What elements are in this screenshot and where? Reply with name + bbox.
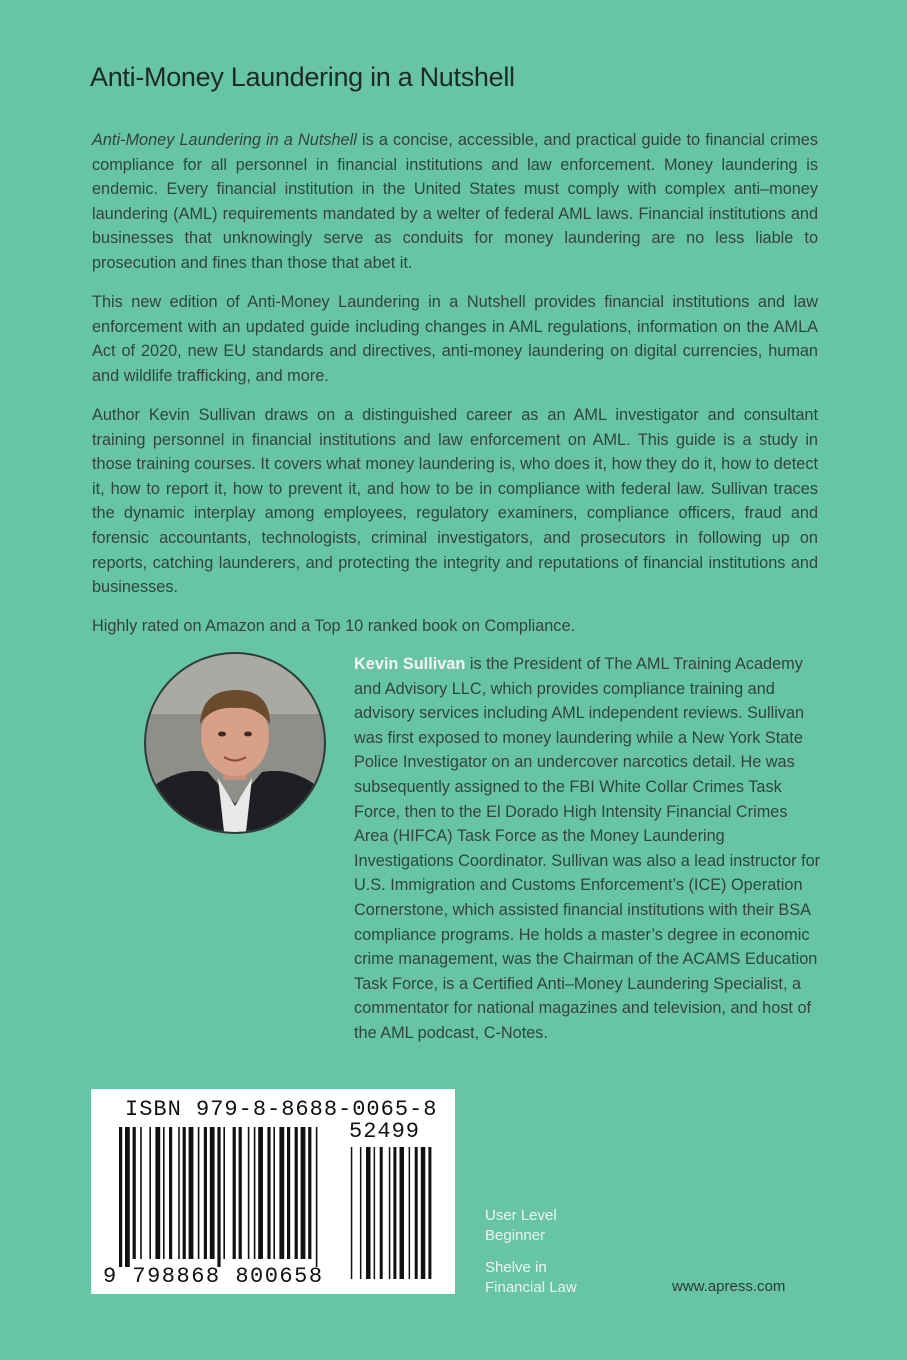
description-paragraph-1 [92, 128, 818, 276]
user-level-label: User Level [485, 1207, 557, 1224]
barcode-addon-bar [409, 1147, 411, 1279]
author-photo [146, 654, 324, 832]
shelve-in-value: Financial Law [485, 1279, 577, 1296]
barcode-bar [273, 1127, 275, 1259]
shelve-in [485, 1258, 577, 1298]
book-title-italic: Anti-Money Laundering in a Nutshell [92, 131, 357, 149]
barcode-bar [295, 1127, 298, 1259]
barcode-addon-bar [393, 1147, 396, 1279]
barcode-bar [210, 1127, 215, 1259]
barcode-bar [301, 1127, 306, 1259]
barcode-bar [258, 1127, 263, 1259]
barcode-bar [140, 1127, 142, 1259]
author-portrait-graphic [146, 654, 324, 832]
barcode-bar [178, 1127, 180, 1259]
barcode-addon-bar [374, 1147, 376, 1279]
barcode-bar [248, 1127, 250, 1259]
description-paragraph-3: Author Kevin Sullivan draws on a distinguished career as an AML investigator and consultant training personnel in financial institutions and law enforcement on AML. This guide is a study in those training courses. It covers what money laundering is, who does it, how they do it, how to detect it, how to report it, how to prevent it, and how to be in compliance with federal law. Sullivan traces the dynamic interplay among employees, regulatory examiners, compliance officers, fraud and forensic accountants, technologists, criminal investigators, and prosecutors in following up on reports, catching launderers, and protecting the integrity and reputations of financial institutions and businesses. [92, 406, 818, 597]
barcode-bar [316, 1127, 318, 1267]
price-code-label: 52499 [349, 1119, 421, 1144]
barcode-bar [163, 1127, 165, 1259]
isbn-label: ISBN 979-8-8688-0065-8 [125, 1097, 438, 1122]
barcode-bar [189, 1127, 194, 1259]
barcode-addon-bar [415, 1147, 418, 1279]
barcode-bar [125, 1127, 130, 1267]
description-paragraph-1-text: is a concise, accessible, and practical guide to financial crimes compliance for all personnel in financial institutions and law enforcement. Money laundering is endemic. Every financial institution in the United States must comply with complex anti–money laundering (AML) requirements mandated by a welter of federal AML laws. Financial institutions and businesses that unknowingly serve as conduits for money laundering are no less liable to prosecution and fines than those that abet it. [92, 131, 818, 272]
barcode-addon-bar [421, 1147, 426, 1279]
book-title: Anti-Money Laundering in a Nutshell [90, 62, 515, 92]
barcode-bar [233, 1127, 236, 1259]
barcode-bar [183, 1127, 186, 1259]
description-paragraph-4: Highly rated on Amazon and a Top 10 ranked book on Compliance. [92, 617, 576, 635]
barcode-bar [239, 1127, 242, 1259]
barcode-bar [267, 1127, 270, 1259]
user-level [485, 1206, 557, 1246]
barcode-addon-bar [400, 1147, 405, 1279]
barcode-addon-bar [360, 1147, 362, 1279]
barcode-bar [254, 1127, 256, 1259]
shelve-in-label: Shelve in [485, 1259, 547, 1276]
user-level-value: Beginner [485, 1227, 546, 1244]
author-bio [354, 652, 824, 1046]
barcode-bar [119, 1127, 122, 1267]
author-bio-text: is the President of The AML Training Academy and Advisory LLC, which provides compliance training and advisory services including AML independent reviews. Sullivan was first exposed to money laundering while a New York State Police Investigator on an undercover narcotics detail. He was subsequently assigned to the FBI White Collar Crimes Task Force, then to the El Dorado High Intensity Financial Crimes Area (HIFCA) Task Force as the Money Laundering Investigations Coordinator. Sullivan was also a lead instructor for U.S. Immigration and Customs Enforcement’s (ICE) Operation Cornerstone, which assisted financial institutions with their BSA compliance programs. He holds a master’s degree in economic crime management, was the Chairman of the ACAMS Education Task Force, is a Certified Anti–Money Laundering Specialist, a commentator for national magazines and television, and host of the AML podcast, C-Notes. [354, 655, 821, 1042]
barcode-addon-bar [428, 1147, 431, 1279]
barcode-bar [223, 1127, 225, 1259]
author-name: Kevin Sullivan [354, 655, 466, 673]
publisher-website: www.apress.com [672, 1278, 786, 1295]
isbn-barcode [91, 1089, 455, 1294]
description-paragraph-2: This new edition of Anti-Money Laundering in a Nutshell provides financial institutions and law enforcement with an updated guide including changes in AML regulations, information on the AMLA Act of 2020, new EU standards and directives, anti-money laundering on digital currencies, human and wildlife trafficking, and more. [92, 293, 818, 385]
barcode-addon-bar [351, 1147, 353, 1279]
barcode-bar [133, 1127, 136, 1259]
barcode-bar [198, 1127, 200, 1259]
barcode-bar [149, 1127, 151, 1259]
barcode-bar [279, 1127, 284, 1259]
barcode-bar [287, 1127, 290, 1259]
barcode-bar [308, 1127, 311, 1259]
barcode-number: 9 798868 800658 [103, 1264, 324, 1289]
barcode-bar [217, 1127, 220, 1267]
barcode-addon-bar [366, 1147, 371, 1279]
barcode-addon-bar [380, 1147, 383, 1279]
barcode-addon-bar [389, 1147, 391, 1279]
barcode-bar [204, 1127, 207, 1259]
barcode-bar [169, 1127, 172, 1259]
barcode-bar [155, 1127, 160, 1259]
